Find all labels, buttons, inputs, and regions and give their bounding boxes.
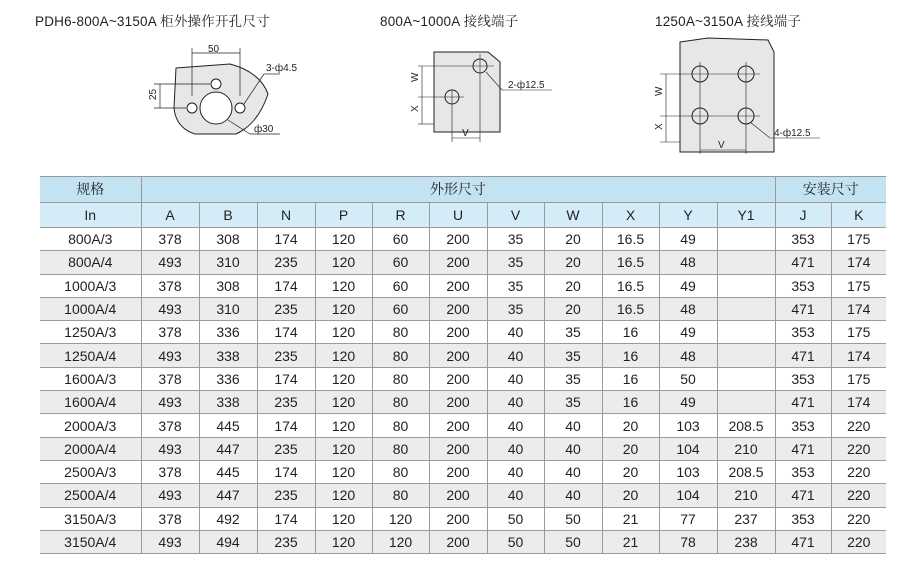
term2-label-v: V <box>718 140 725 151</box>
table-cell: 20 <box>544 297 602 320</box>
table-cell: 378 <box>141 321 199 344</box>
spec-cell: 800A/4 <box>40 251 141 274</box>
table-cell: 50 <box>544 530 602 553</box>
table-cell: 50 <box>659 367 717 390</box>
table-cell: 445 <box>199 460 257 483</box>
column-header-y: Y <box>659 202 717 228</box>
table-cell: 174 <box>257 321 315 344</box>
table-cell: 210 <box>717 484 775 507</box>
table-cell: 175 <box>831 274 886 297</box>
table-cell: 471 <box>775 484 831 507</box>
spec-cell: 1250A/3 <box>40 321 141 344</box>
table-cell: 338 <box>199 344 257 367</box>
table-cell: 308 <box>199 228 257 251</box>
table-cell: 235 <box>257 437 315 460</box>
table-row <box>40 391 886 414</box>
column-header-j: J <box>775 202 831 228</box>
table-cell: 16.5 <box>602 228 659 251</box>
spec-cell: 2500A/3 <box>40 460 141 483</box>
cutout-diagram <box>140 38 298 148</box>
table-cell: 493 <box>141 437 199 460</box>
term2-label-x: X <box>654 123 665 130</box>
column-header-u: U <box>429 202 487 228</box>
table-cell: 378 <box>141 228 199 251</box>
column-header-y1: Y1 <box>717 202 775 228</box>
column-header-in: In <box>40 202 141 228</box>
table-cell: 175 <box>831 321 886 344</box>
table-cell: 493 <box>141 391 199 414</box>
table-cell: 35 <box>544 321 602 344</box>
table-cell: 120 <box>315 414 372 437</box>
table-cell: 378 <box>141 274 199 297</box>
table-cell: 120 <box>372 507 429 530</box>
spec-cell: 3150A/3 <box>40 507 141 530</box>
table-cell: 20 <box>602 484 659 507</box>
cutout-dim-height: 25 <box>148 88 159 100</box>
table-cell: 174 <box>257 367 315 390</box>
table-cell: 445 <box>199 414 257 437</box>
table-cell: 208.5 <box>717 414 775 437</box>
term1-label-x: X <box>410 105 421 112</box>
table-cell: 120 <box>315 297 372 320</box>
table-cell: 80 <box>372 484 429 507</box>
table-cell <box>717 391 775 414</box>
table-cell: 493 <box>141 251 199 274</box>
table-cell: 471 <box>775 437 831 460</box>
table-cell: 200 <box>429 228 487 251</box>
table-cell: 174 <box>831 297 886 320</box>
table-cell: 120 <box>315 391 372 414</box>
table-cell: 40 <box>487 414 544 437</box>
table-cell: 20 <box>602 460 659 483</box>
table-cell: 200 <box>429 251 487 274</box>
table-cell: 378 <box>141 460 199 483</box>
table-cell: 200 <box>429 297 487 320</box>
table-cell: 77 <box>659 507 717 530</box>
terminal-4hole-diagram <box>650 32 830 157</box>
table-cell: 16.5 <box>602 274 659 297</box>
table-cell: 175 <box>831 228 886 251</box>
spec-cell: 1000A/4 <box>40 297 141 320</box>
spec-cell: 800A/3 <box>40 228 141 251</box>
table-cell: 35 <box>487 251 544 274</box>
table-cell: 40 <box>487 367 544 390</box>
table-cell: 120 <box>315 344 372 367</box>
table-cell: 447 <box>199 437 257 460</box>
table-cell: 120 <box>372 530 429 553</box>
table-cell: 40 <box>487 391 544 414</box>
column-header-v: V <box>487 202 544 228</box>
table-cell: 338 <box>199 391 257 414</box>
table-cell: 353 <box>775 414 831 437</box>
table-cell: 40 <box>487 460 544 483</box>
table-cell: 494 <box>199 530 257 553</box>
column-header-a: A <box>141 202 199 228</box>
table-cell: 493 <box>141 484 199 507</box>
term2-label-w: W <box>654 86 665 96</box>
table-cell: 220 <box>831 530 886 553</box>
table-cell: 235 <box>257 530 315 553</box>
column-header-x: X <box>602 202 659 228</box>
table-cell: 210 <box>717 437 775 460</box>
table-cell: 378 <box>141 507 199 530</box>
column-header-w: W <box>544 202 602 228</box>
table-cell <box>717 321 775 344</box>
table-cell: 21 <box>602 530 659 553</box>
table-cell: 378 <box>141 414 199 437</box>
table-cell: 353 <box>775 228 831 251</box>
table-cell: 60 <box>372 297 429 320</box>
spec-cell: 2000A/4 <box>40 437 141 460</box>
cutout-title: PDH6-800A~3150A 柜外操作开孔尺寸 <box>35 14 270 29</box>
table-cell: 492 <box>199 507 257 530</box>
table-cell: 174 <box>831 391 886 414</box>
term1-label-w: W <box>410 72 421 82</box>
table-cell: 220 <box>831 507 886 530</box>
table-cell: 120 <box>315 367 372 390</box>
table-cell: 35 <box>487 228 544 251</box>
table-cell: 471 <box>775 391 831 414</box>
table-row <box>40 344 886 367</box>
table-cell <box>717 228 775 251</box>
table-cell: 220 <box>831 484 886 507</box>
table-cell: 80 <box>372 344 429 367</box>
table-cell: 235 <box>257 251 315 274</box>
table-cell: 353 <box>775 321 831 344</box>
column-header-r: R <box>372 202 429 228</box>
table-cell: 35 <box>487 274 544 297</box>
table-cell: 237 <box>717 507 775 530</box>
table-cell: 35 <box>487 297 544 320</box>
table-cell: 49 <box>659 228 717 251</box>
table-cell: 120 <box>315 530 372 553</box>
table-cell: 35 <box>544 367 602 390</box>
table-cell: 40 <box>544 414 602 437</box>
spec-cell: 1600A/4 <box>40 391 141 414</box>
table-cell: 16.5 <box>602 297 659 320</box>
table-cell: 200 <box>429 460 487 483</box>
table-cell: 336 <box>199 321 257 344</box>
table-cell: 310 <box>199 251 257 274</box>
table-cell: 103 <box>659 414 717 437</box>
table-cell: 60 <box>372 228 429 251</box>
table-cell: 78 <box>659 530 717 553</box>
table-cell: 120 <box>315 460 372 483</box>
table-cell <box>717 251 775 274</box>
table-cell <box>717 344 775 367</box>
term1-label-v: V <box>462 128 469 139</box>
table-cell: 40 <box>544 460 602 483</box>
table-cell: 104 <box>659 484 717 507</box>
column-header-n: N <box>257 202 315 228</box>
table-cell: 471 <box>775 530 831 553</box>
table-cell: 120 <box>315 484 372 507</box>
table-cell: 174 <box>257 460 315 483</box>
table-cell: 200 <box>429 507 487 530</box>
table-cell: 310 <box>199 297 257 320</box>
table-cell: 60 <box>372 251 429 274</box>
table-cell: 353 <box>775 507 831 530</box>
table-cell: 220 <box>831 414 886 437</box>
terminal-800-1000-title: 800A~1000A 接线端子 <box>380 14 519 29</box>
table-cell: 220 <box>831 437 886 460</box>
table-cell: 447 <box>199 484 257 507</box>
table-cell: 174 <box>257 274 315 297</box>
table-cell: 16 <box>602 344 659 367</box>
table-cell: 120 <box>315 437 372 460</box>
table-cell: 48 <box>659 297 717 320</box>
table-row <box>40 414 886 437</box>
term2-hole-label: 4-ф12.5 <box>774 128 811 139</box>
table-cell: 49 <box>659 391 717 414</box>
table-cell: 493 <box>141 297 199 320</box>
spec-cell: 1000A/3 <box>40 274 141 297</box>
table-cell: 120 <box>315 321 372 344</box>
table-cell: 50 <box>544 507 602 530</box>
table-cell: 471 <box>775 297 831 320</box>
table-cell: 175 <box>831 367 886 390</box>
cutout-dim-width: 50 <box>208 44 220 55</box>
table-cell: 40 <box>487 437 544 460</box>
table-row <box>40 484 886 507</box>
table-cell: 20 <box>602 437 659 460</box>
table-cell: 20 <box>544 251 602 274</box>
table-cell: 200 <box>429 414 487 437</box>
table-cell: 20 <box>602 414 659 437</box>
table-cell: 308 <box>199 274 257 297</box>
table-cell: 378 <box>141 367 199 390</box>
table-cell: 238 <box>717 530 775 553</box>
table-cell: 120 <box>315 228 372 251</box>
table-cell: 200 <box>429 391 487 414</box>
table-cell: 336 <box>199 367 257 390</box>
table-cell: 40 <box>544 484 602 507</box>
table-cell <box>717 367 775 390</box>
table-cell: 200 <box>429 344 487 367</box>
table-cell: 50 <box>487 507 544 530</box>
table-cell: 80 <box>372 414 429 437</box>
table-cell: 35 <box>544 391 602 414</box>
table-cell: 120 <box>315 274 372 297</box>
spec-cell: 2000A/3 <box>40 414 141 437</box>
table-cell: 49 <box>659 321 717 344</box>
table-cell: 80 <box>372 391 429 414</box>
table-cell: 35 <box>544 344 602 367</box>
table-cell: 353 <box>775 274 831 297</box>
table-row <box>40 297 886 320</box>
table-cell: 208.5 <box>717 460 775 483</box>
table-row <box>40 530 886 553</box>
table-cell: 16 <box>602 367 659 390</box>
table-cell: 80 <box>372 437 429 460</box>
table-cell: 103 <box>659 460 717 483</box>
table-cell: 16 <box>602 391 659 414</box>
cutout-large-hole-label: ф30 <box>254 124 274 135</box>
table-row <box>40 367 886 390</box>
cutout-small-hole-label: 3-ф4.5 <box>266 63 298 74</box>
terminal-1250-3150-title: 1250A~3150A 接线端子 <box>655 14 802 29</box>
table-cell: 50 <box>487 530 544 553</box>
table-cell: 40 <box>487 484 544 507</box>
column-header-b: B <box>199 202 257 228</box>
spec-cell: 3150A/4 <box>40 530 141 553</box>
table-cell: 40 <box>487 321 544 344</box>
table-cell: 200 <box>429 367 487 390</box>
table-cell: 80 <box>372 367 429 390</box>
table-cell <box>717 274 775 297</box>
table-row <box>40 251 886 274</box>
table-cell: 48 <box>659 344 717 367</box>
table-cell: 235 <box>257 297 315 320</box>
table-cell: 353 <box>775 460 831 483</box>
table-cell: 21 <box>602 507 659 530</box>
table-cell: 471 <box>775 344 831 367</box>
header-install-dimensions: 安装尺寸 <box>775 177 886 203</box>
table-cell: 174 <box>257 228 315 251</box>
table-cell: 120 <box>315 251 372 274</box>
table-cell: 200 <box>429 437 487 460</box>
table-cell: 235 <box>257 391 315 414</box>
table-cell: 80 <box>372 321 429 344</box>
table-cell: 20 <box>544 228 602 251</box>
table-cell: 104 <box>659 437 717 460</box>
table-cell: 235 <box>257 484 315 507</box>
table-cell: 16.5 <box>602 251 659 274</box>
table-cell: 49 <box>659 274 717 297</box>
table-cell: 200 <box>429 484 487 507</box>
table-cell: 471 <box>775 251 831 274</box>
table-cell: 353 <box>775 367 831 390</box>
table-cell: 48 <box>659 251 717 274</box>
table-cell: 174 <box>831 344 886 367</box>
term1-hole-label: 2-ф12.5 <box>508 80 545 91</box>
table-row <box>40 274 886 297</box>
column-header-k: K <box>831 202 886 228</box>
table-row <box>40 507 886 530</box>
table-cell: 16 <box>602 321 659 344</box>
table-cell: 174 <box>831 251 886 274</box>
table-cell: 493 <box>141 344 199 367</box>
table-cell: 220 <box>831 460 886 483</box>
table-cell: 120 <box>315 507 372 530</box>
table-row <box>40 460 886 483</box>
table-cell: 40 <box>544 437 602 460</box>
table-cell: 200 <box>429 530 487 553</box>
table-cell: 235 <box>257 344 315 367</box>
table-cell: 174 <box>257 414 315 437</box>
table-cell: 20 <box>544 274 602 297</box>
header-outer-dimensions: 外形尺寸 <box>141 177 775 203</box>
terminal-2hole-diagram <box>402 40 562 150</box>
table-cell: 174 <box>257 507 315 530</box>
table-row <box>40 228 886 251</box>
spec-cell: 1250A/4 <box>40 344 141 367</box>
table-cell: 80 <box>372 460 429 483</box>
table-cell: 200 <box>429 321 487 344</box>
spec-cell: 1600A/3 <box>40 367 141 390</box>
table-cell <box>717 297 775 320</box>
table-cell: 200 <box>429 274 487 297</box>
spec-cell: 2500A/4 <box>40 484 141 507</box>
column-header-p: P <box>315 202 372 228</box>
table-row <box>40 437 886 460</box>
table-row <box>40 321 886 344</box>
table-cell: 40 <box>487 344 544 367</box>
dimension-table <box>40 176 886 554</box>
table-cell: 493 <box>141 530 199 553</box>
table-cell: 60 <box>372 274 429 297</box>
header-spec: 规格 <box>40 177 141 203</box>
